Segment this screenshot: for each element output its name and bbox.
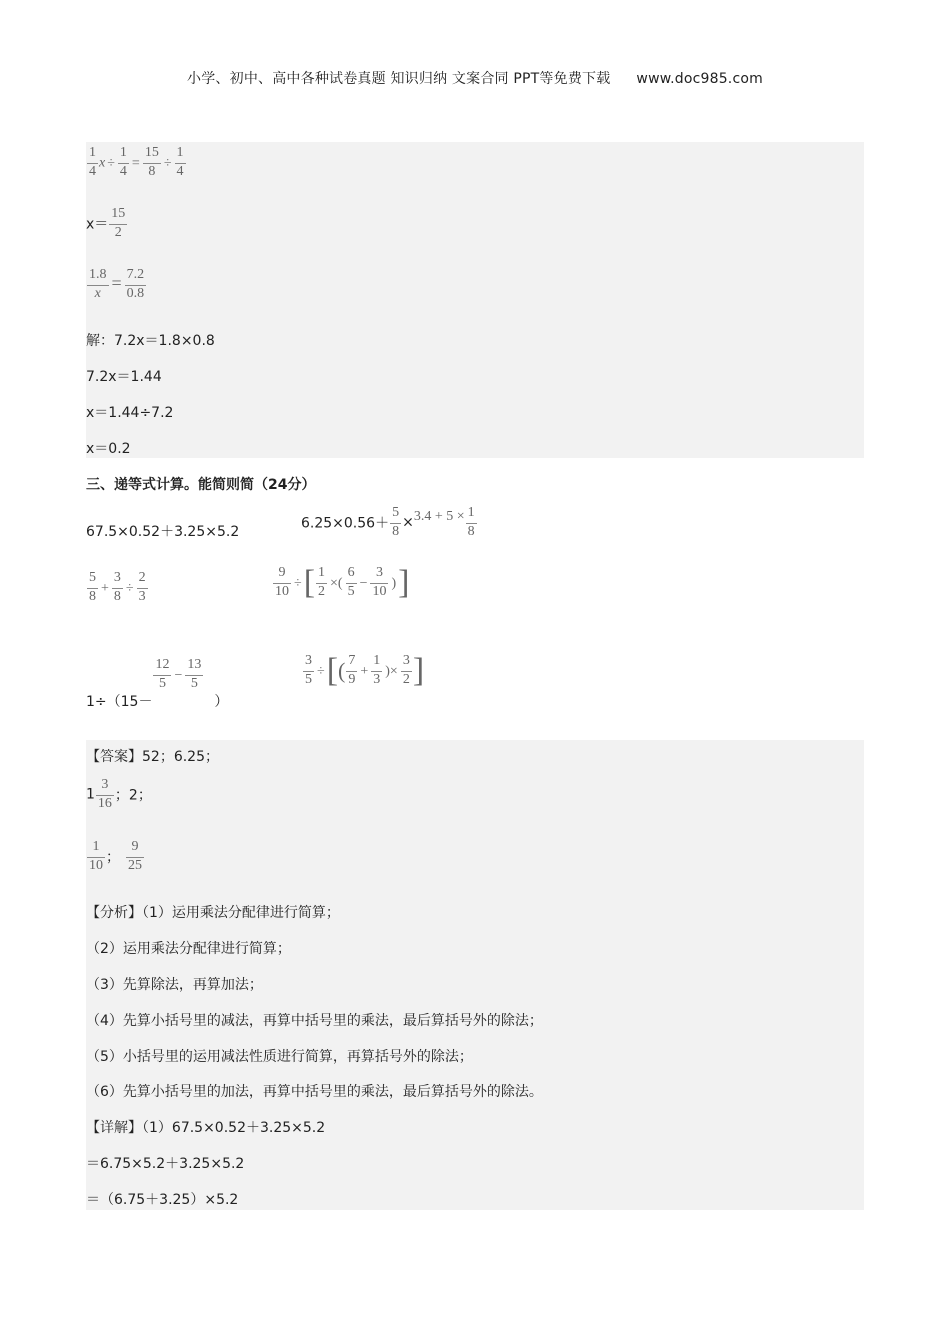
header-url[interactable]: www.doc985.com bbox=[636, 71, 763, 87]
problem-1: 67.5×0.52＋3.25×5.2 bbox=[86, 524, 240, 540]
detail-line-3: ＝（6.75＋3.25）×5.2 bbox=[86, 1192, 239, 1208]
answer-line-1: 【答案】52；6.25； bbox=[86, 749, 219, 765]
header-text: 小学、初中、高中各种试卷真题 知识归纳 文案合同 PPT等免费下载 bbox=[187, 71, 611, 87]
section-title: 三、递等式计算。能简则简（24分） bbox=[86, 477, 316, 493]
solution-line-3: x＝1.44÷7.2 bbox=[86, 405, 174, 421]
page-header bbox=[0, 68, 950, 88]
equation-1: $\frac{1}{4}$ x ÷ $\frac{1}{4}$ = $\frac{15}{8}$ ÷ $\frac{1}{4}$ bbox=[89, 145, 184, 179]
problem-5: 1÷（15－ $\frac{12}{5}$ − $\frac{13}{5}$ ） bbox=[86, 657, 229, 711]
problem-3: $\frac{5}{8}$ + $\frac{3}{8}$ ÷ $\frac{2}{3}$ bbox=[89, 570, 146, 604]
analysis-line-2: （2）运用乘法分配律进行简算； bbox=[86, 941, 291, 957]
analysis-line-5: （5）小括号里的运用减法性质进行简算，再算括号外的除法； bbox=[86, 1049, 473, 1065]
detail-line-2: ＝6.75×5.2＋3.25×5.2 bbox=[86, 1156, 245, 1172]
solution-block-1 bbox=[86, 142, 864, 458]
analysis-line-3: （3）先算除法，再算加法； bbox=[86, 977, 263, 993]
problem-6: $\frac{3}{5}$ ÷[( $\frac{7}{9}$ + $\frac{1}{3}$ )× $\frac{3}{2}$ ] bbox=[305, 652, 425, 689]
solution-line-1: 解：7.2x＝1.8×0.8 bbox=[86, 333, 215, 349]
answer-line-2: 1 $\frac{3}{16}$ ；2； bbox=[86, 777, 152, 811]
analysis-line-1: 【分析】（1）运用乘法分配律进行简算； bbox=[86, 905, 340, 921]
equation-2: $\frac{1.8}{x}$ = $\frac{7.2}{0.8}$ bbox=[89, 267, 145, 301]
problem-4: $\frac{9}{10}$ ÷[ $\frac{1}{2}$ ×( $\frac{6}{5}$ − $\frac{3}{10}$ )] bbox=[275, 564, 410, 601]
analysis-line-6: （6）先算小括号里的加法，再算中括号里的乘法，最后算括号外的除法。 bbox=[86, 1084, 543, 1100]
result-1: x＝ $\frac{15}{2}$ bbox=[86, 206, 126, 240]
analysis-line-4: （4）先算小括号里的减法，再算中括号里的乘法，最后算括号外的除法； bbox=[86, 1013, 543, 1029]
solution-line-2: 7.2x＝1.44 bbox=[86, 369, 162, 385]
detail-line-1: 【详解】（1）67.5×0.52＋3.25×5.2 bbox=[86, 1120, 326, 1136]
answer-line-3: $\frac{1}{10}$ ； $\frac{9}{25}$ bbox=[89, 839, 142, 873]
problem-2: 6.25×0.56＋ $\frac{5}{8}$ ×3.4 + 5 × $\frac{1}{8}$ bbox=[301, 505, 475, 539]
solution-line-4: x＝0.2 bbox=[86, 441, 131, 457]
